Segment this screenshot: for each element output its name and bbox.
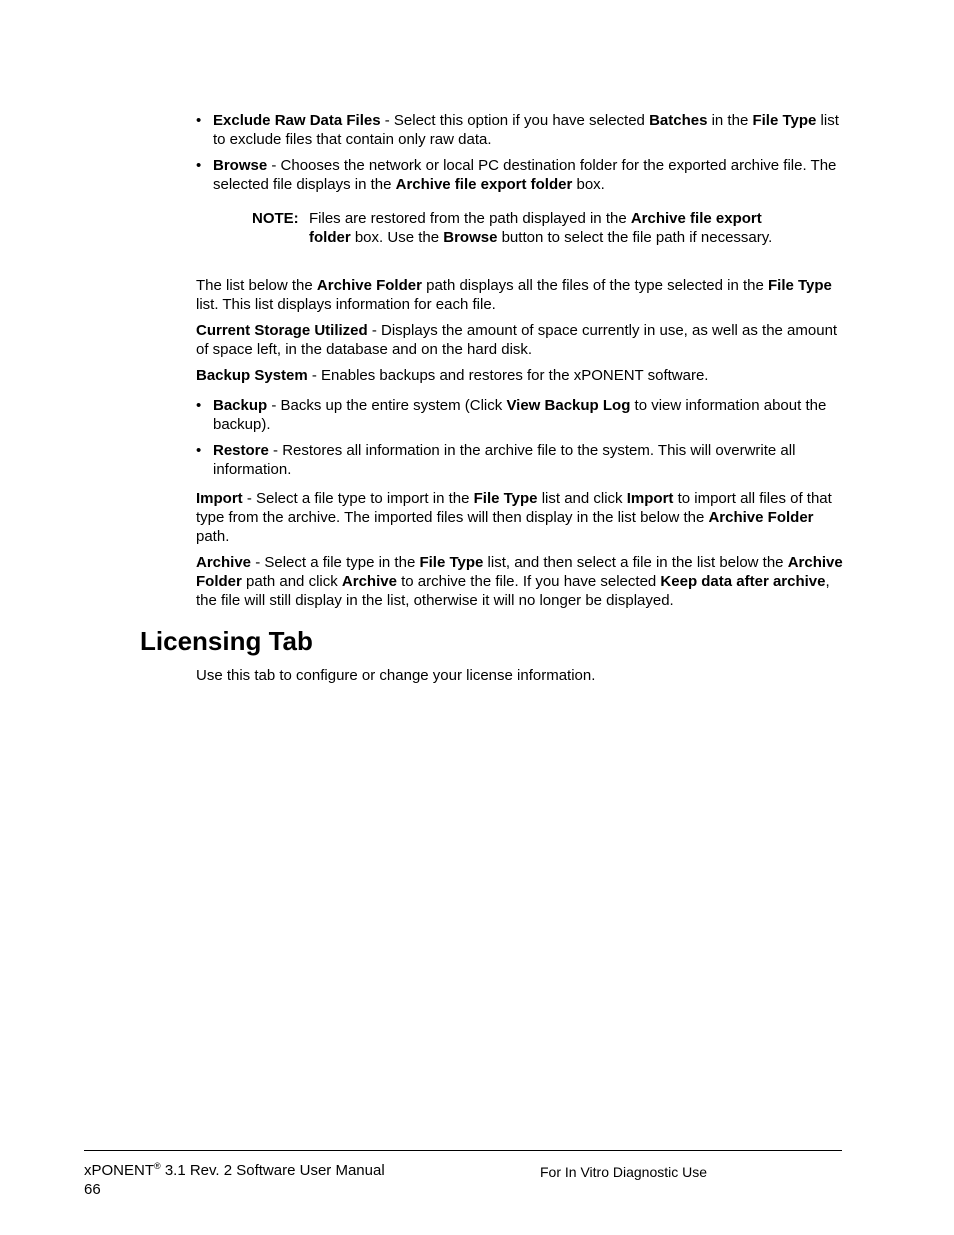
text-run: - Select this option if you have selected bbox=[380, 112, 650, 129]
bold-term: File Type bbox=[752, 112, 817, 129]
paragraph-archive-folder-list bbox=[196, 276, 846, 314]
bold-term: Batches bbox=[649, 112, 708, 129]
note-text bbox=[309, 209, 789, 247]
text-run: - Select a file type in the bbox=[251, 554, 420, 571]
section-heading-licensing-tab: Licensing Tab bbox=[140, 626, 313, 656]
text-run: in the bbox=[707, 112, 753, 129]
bold-term: File Type bbox=[767, 277, 832, 294]
bold-term: Restore bbox=[213, 442, 269, 459]
footer-manual-title bbox=[84, 1161, 385, 1180]
bold-term: Archive file export folder bbox=[309, 210, 762, 246]
footer-product-name: xPONENT bbox=[84, 1162, 155, 1179]
text-run: - Displays the amount of space currently in use, as well as the amount of space left, in the database and on the hard disk. bbox=[196, 322, 838, 358]
text-run: - Select a file type to import in the bbox=[242, 490, 474, 507]
bold-term: Browse bbox=[443, 229, 498, 246]
bold-term: Archive Folder bbox=[708, 509, 814, 526]
bold-term: File Type bbox=[419, 554, 484, 571]
paragraph-backup-system bbox=[196, 366, 846, 385]
footer-manual-version: 3.1 Rev. 2 Software User Manual bbox=[160, 1162, 385, 1179]
bold-term: Import bbox=[626, 490, 674, 507]
text-run: button to select the file path if necessary. bbox=[497, 229, 773, 246]
bold-term: Archive bbox=[196, 554, 252, 571]
bold-term: Archive bbox=[341, 573, 397, 590]
bold-term: View Backup Log bbox=[506, 397, 631, 414]
bold-term: Keep data after archive bbox=[660, 573, 826, 590]
bold-term: Current Storage Utilized bbox=[196, 322, 368, 339]
note-label: NOTE: bbox=[252, 210, 299, 227]
text-run: to import all files of that type from the archive. The imported files will then display in the list below the bbox=[196, 490, 832, 526]
text-run: box. Use the bbox=[350, 229, 444, 246]
registered-mark: ® bbox=[154, 1161, 161, 1171]
bullet-text bbox=[213, 156, 845, 194]
text-run: path and click bbox=[241, 573, 342, 590]
bold-term: Archive file export folder bbox=[395, 176, 573, 193]
bullet-dot: • bbox=[196, 112, 202, 129]
paragraph-archive bbox=[196, 553, 846, 610]
footer-divider bbox=[84, 1150, 842, 1151]
text-run: - Backs up the entire system (Click bbox=[267, 397, 507, 414]
text-run: - Chooses the network or local PC destination folder for the exported archive file. The selected file displays in the bbox=[213, 157, 837, 193]
bold-term: Import bbox=[196, 490, 243, 507]
bold-term: Archive Folder bbox=[316, 277, 422, 294]
paragraph-licensing-intro: Use this tab to configure or change your license information. bbox=[196, 667, 596, 684]
text-run: box. bbox=[572, 176, 605, 193]
text-run: The list below the bbox=[196, 277, 317, 294]
bold-term: Browse bbox=[213, 157, 268, 174]
text-run: path displays all the files of the type selected in the bbox=[421, 277, 768, 294]
text-run: list. This list displays information for each file. bbox=[196, 296, 496, 313]
text-run: to archive the file. If you have selected bbox=[396, 573, 661, 590]
text-run: to view information about the backup). bbox=[213, 397, 827, 433]
paragraph-import bbox=[196, 489, 846, 546]
footer-manual-info bbox=[84, 1161, 385, 1199]
text-run: path. bbox=[196, 528, 230, 545]
bullet-dot: • bbox=[196, 157, 202, 174]
bold-term: Archive Folder bbox=[196, 554, 843, 590]
bullet-text bbox=[213, 441, 845, 479]
bold-term: Exclude Raw Data Files bbox=[213, 112, 381, 129]
bullet-text bbox=[213, 396, 845, 434]
text-run: list and click bbox=[537, 490, 627, 507]
bullet-dot: • bbox=[196, 397, 202, 414]
text-run: , the file will still display in the list, otherwise it will no longer be displayed. bbox=[196, 573, 830, 609]
text-run: list to exclude files that contain only raw data. bbox=[213, 112, 839, 148]
text-run: - Enables backups and restores for the xPONENT software. bbox=[307, 367, 709, 384]
text-run: Files are restored from the path displayed in the bbox=[309, 210, 631, 227]
text-run: - Restores all information in the archive file to the system. This will overwrite all information. bbox=[213, 442, 796, 478]
bold-term: File Type bbox=[473, 490, 538, 507]
text-run: list, and then select a file in the list below the bbox=[483, 554, 788, 571]
bullet-dot: • bbox=[196, 442, 202, 459]
footer-page-number: 66 bbox=[84, 1181, 101, 1198]
paragraph-current-storage-utilized bbox=[196, 321, 846, 359]
bold-term: Backup System bbox=[196, 367, 308, 384]
bold-term: Backup bbox=[213, 397, 268, 414]
bullet-text bbox=[213, 111, 845, 149]
footer-use-statement: For In Vitro Diagnostic Use bbox=[540, 1164, 708, 1180]
